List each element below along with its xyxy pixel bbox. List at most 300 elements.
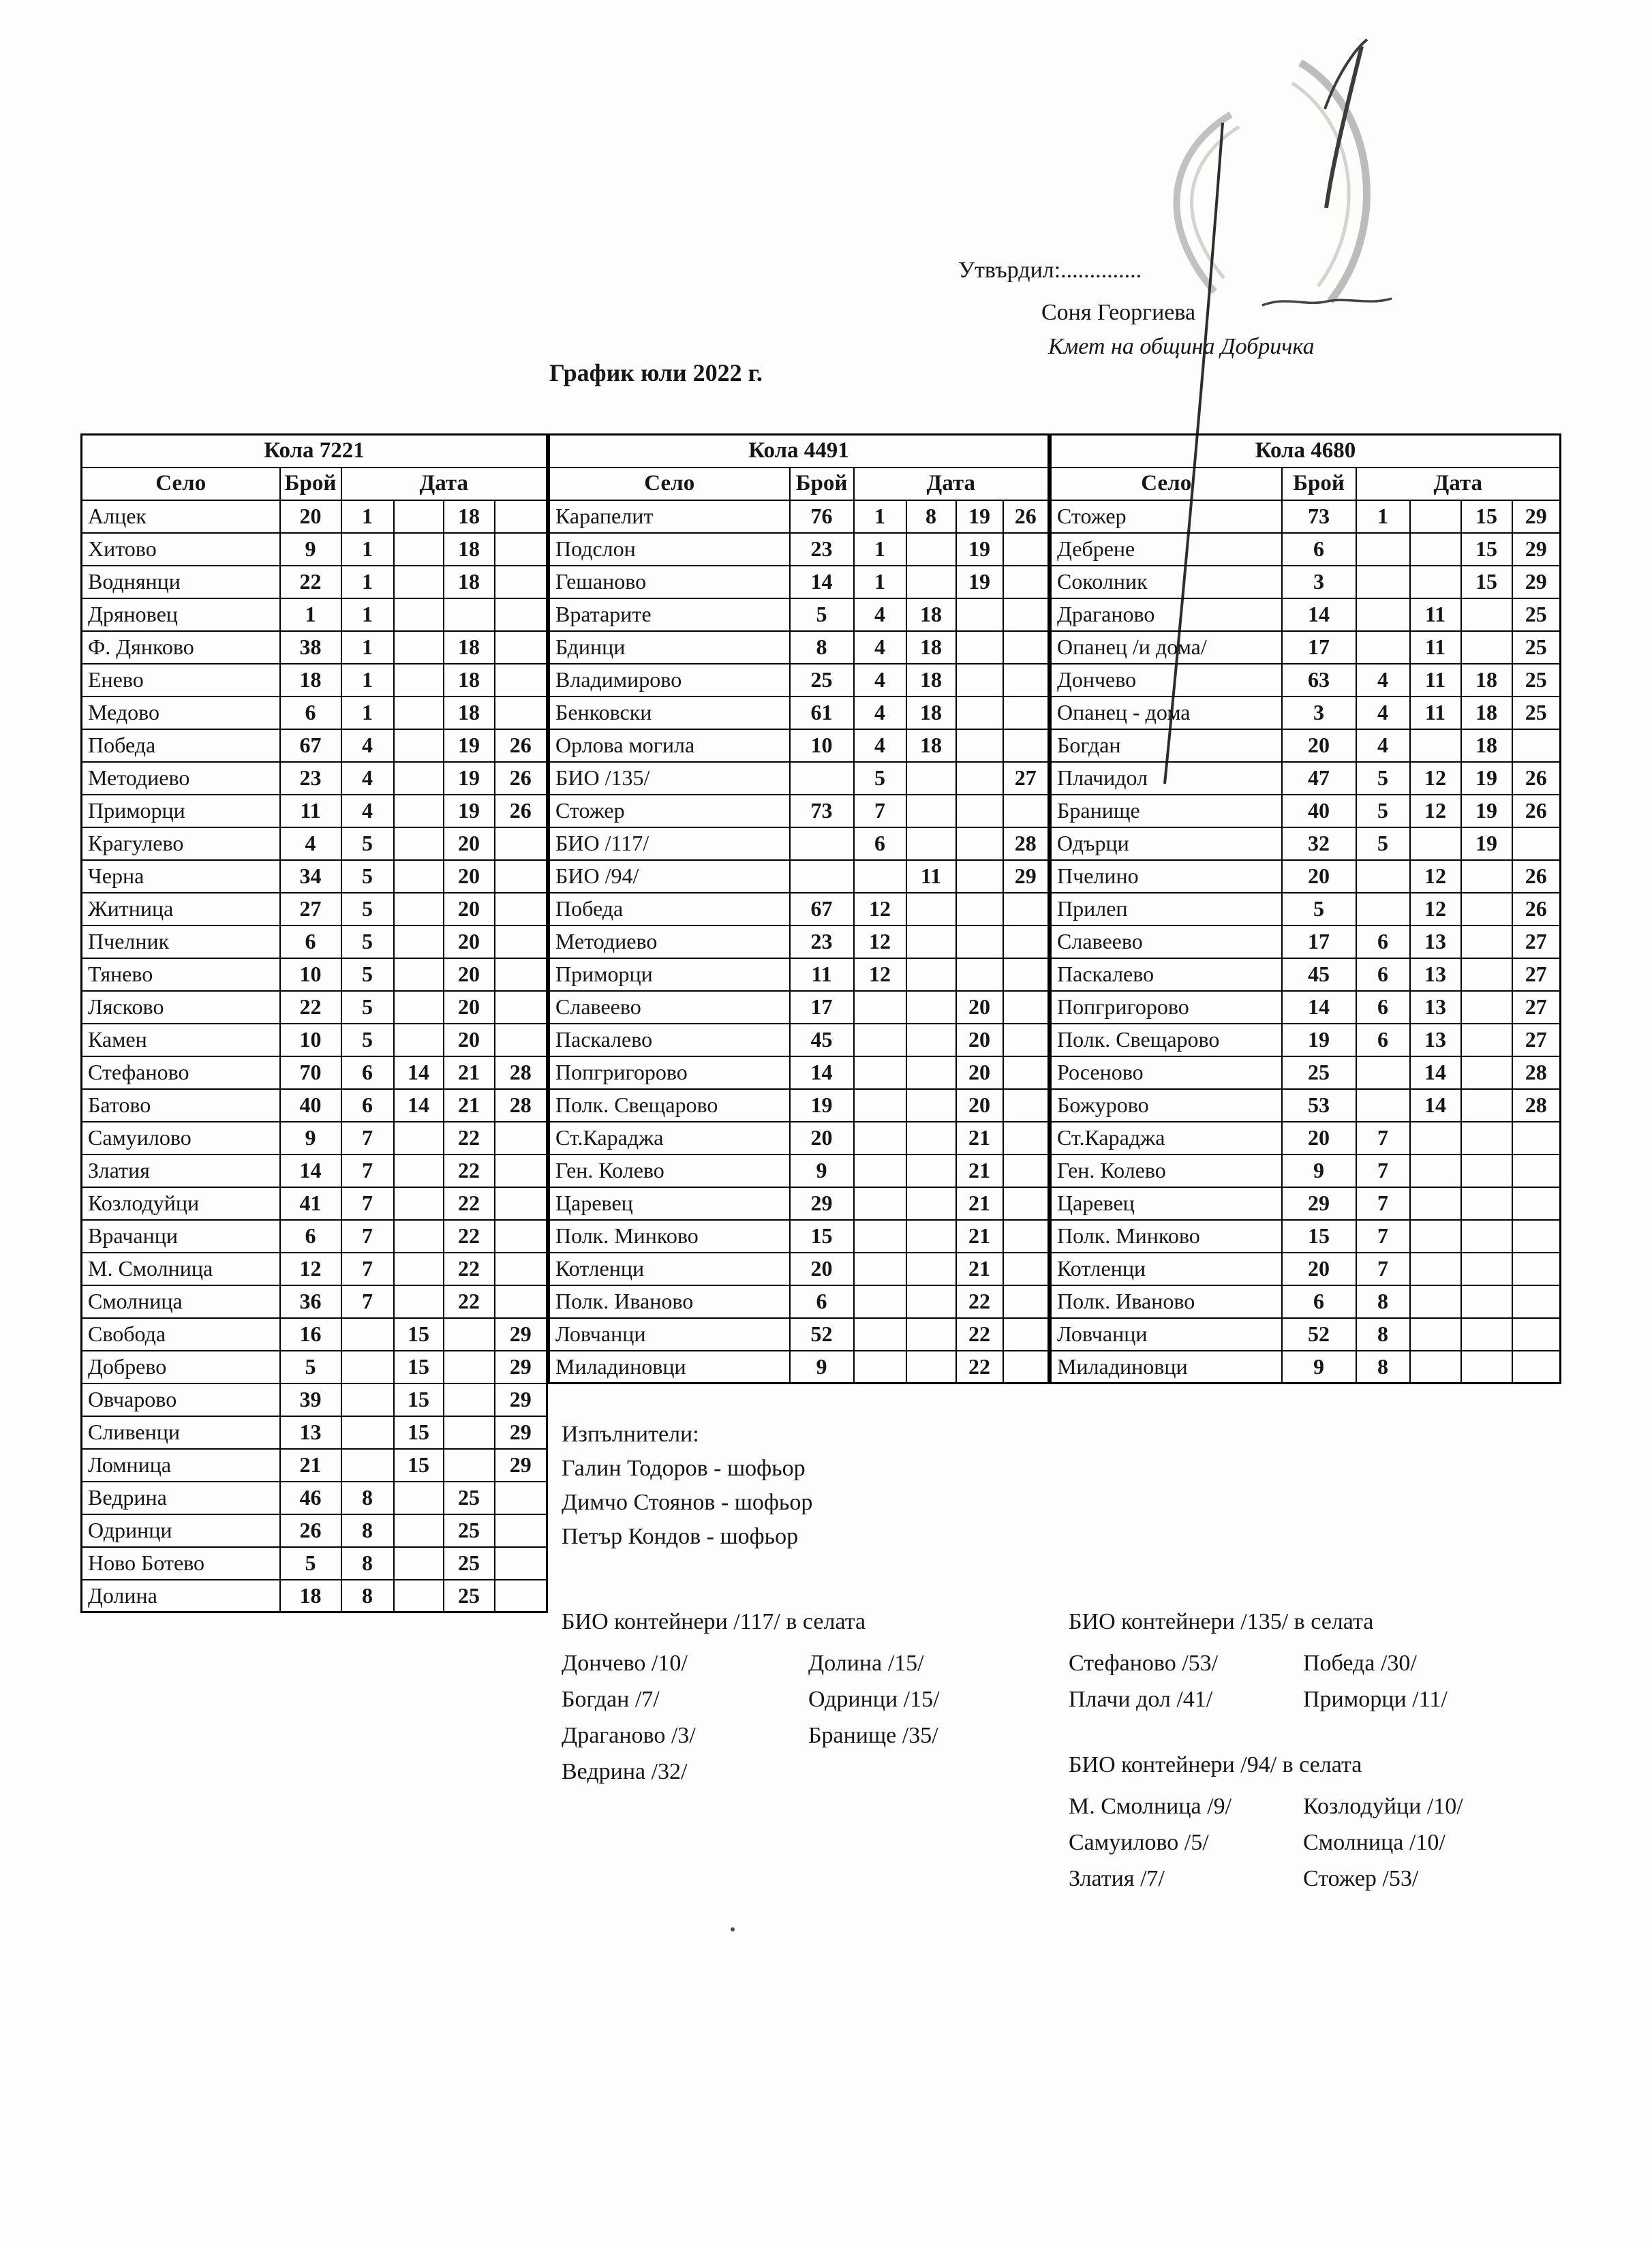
date-cell: 15 [394, 1318, 444, 1351]
village-cell: Долина [82, 1580, 280, 1612]
date-cell: 7 [341, 1220, 394, 1253]
date-cell: 28 [1512, 1056, 1561, 1089]
date-cell: 15 [1461, 533, 1512, 566]
table-row [1051, 664, 1561, 697]
date-cell: 25 [444, 1547, 495, 1580]
date-cell [495, 697, 547, 729]
date-cell: 7 [1356, 1187, 1410, 1220]
date-cell: 7 [341, 1122, 394, 1155]
date-cell: 29 [495, 1384, 547, 1416]
date-cell: 7 [1356, 1155, 1410, 1187]
date-cell: 5 [341, 958, 394, 991]
date-cell [444, 1384, 495, 1416]
date-cell [956, 860, 1003, 893]
date-cell [394, 827, 444, 860]
count-cell: 15 [1282, 1220, 1356, 1253]
village-cell: Самуилово [82, 1122, 280, 1155]
village-cell: Бдинци [549, 631, 790, 664]
count-cell: 36 [280, 1285, 341, 1318]
table-title-row [1051, 435, 1561, 468]
col-header-village: Село [549, 468, 790, 500]
date-cell [495, 533, 547, 566]
date-cell [394, 893, 444, 926]
bio-block-117 [562, 1608, 940, 1790]
date-cell: 20 [444, 926, 495, 958]
table-row [82, 729, 547, 762]
village-cell: Лясково [82, 991, 280, 1024]
count-cell: 18 [280, 664, 341, 697]
date-cell: 14 [1410, 1056, 1461, 1089]
date-cell: 25 [444, 1580, 495, 1612]
date-cell [1003, 958, 1049, 991]
date-cell: 11 [1410, 697, 1461, 729]
date-cell: 19 [956, 500, 1003, 533]
date-cell: 29 [1512, 533, 1561, 566]
count-cell: 41 [280, 1187, 341, 1220]
count-cell: 4 [280, 827, 341, 860]
count-cell: 20 [1282, 1122, 1356, 1155]
date-cell: 18 [444, 533, 495, 566]
date-cell: 8 [1356, 1318, 1410, 1351]
count-cell: 9 [280, 1122, 341, 1155]
count-cell: 73 [790, 795, 854, 827]
count-cell: 17 [1282, 926, 1356, 958]
date-cell [1512, 1253, 1561, 1285]
table-kola-4491 [548, 433, 1050, 1384]
count-cell: 10 [790, 729, 854, 762]
date-cell: 19 [1461, 795, 1512, 827]
village-cell: Паскалево [549, 1024, 790, 1056]
table-row [82, 664, 547, 697]
date-cell [495, 1514, 547, 1547]
bio-item: Одринци /15/ [808, 1686, 940, 1712]
date-cell [341, 1384, 394, 1416]
village-cell: Победа [549, 893, 790, 926]
date-cell [1461, 1024, 1512, 1056]
table-row [549, 664, 1049, 697]
table-row [549, 1351, 1049, 1384]
date-cell [854, 1024, 906, 1056]
date-cell [1003, 795, 1049, 827]
date-cell: 18 [444, 500, 495, 533]
date-cell [1461, 1351, 1512, 1384]
date-cell [495, 827, 547, 860]
table-row [549, 1155, 1049, 1187]
date-cell [854, 1351, 906, 1384]
date-cell: 29 [495, 1351, 547, 1384]
date-cell [1003, 991, 1049, 1024]
bio-item: Плачи дол /41/ [1069, 1686, 1213, 1712]
col-header-village: Село [1051, 468, 1282, 500]
date-cell [341, 1416, 394, 1449]
date-cell: 5 [341, 991, 394, 1024]
count-cell: 16 [280, 1318, 341, 1351]
village-cell: Крагулево [82, 827, 280, 860]
table-row [1051, 1056, 1561, 1089]
date-cell [1003, 1024, 1049, 1056]
table-row [82, 1384, 547, 1416]
count-cell: 76 [790, 500, 854, 533]
count-cell: 21 [280, 1449, 341, 1482]
village-cell: Батово [82, 1089, 280, 1122]
date-cell: 11 [906, 860, 956, 893]
bio-block-items [1069, 1788, 1463, 1897]
date-cell [1461, 1285, 1512, 1318]
village-cell: Карапелит [549, 500, 790, 533]
date-cell: 4 [854, 664, 906, 697]
village-cell: Бенковски [549, 697, 790, 729]
table-row [82, 893, 547, 926]
date-cell: 6 [1356, 926, 1410, 958]
date-cell [906, 926, 956, 958]
date-cell: 27 [1512, 958, 1561, 991]
count-cell: 11 [280, 795, 341, 827]
count-cell: 52 [790, 1318, 854, 1351]
date-cell: 22 [444, 1220, 495, 1253]
date-cell: 29 [495, 1318, 547, 1351]
count-cell: 20 [790, 1122, 854, 1155]
date-cell [956, 827, 1003, 860]
count-cell: 11 [790, 958, 854, 991]
date-cell: 15 [394, 1416, 444, 1449]
bio-item: Победа /30/ [1303, 1650, 1417, 1676]
date-cell [394, 729, 444, 762]
count-cell: 6 [280, 926, 341, 958]
date-cell: 4 [854, 697, 906, 729]
village-cell: Богдан [1051, 729, 1282, 762]
date-cell: 20 [956, 991, 1003, 1024]
count-cell: 8 [790, 631, 854, 664]
date-cell [906, 827, 956, 860]
date-cell [495, 631, 547, 664]
column-header-row [82, 468, 547, 500]
approval-label: Утвърдил:.............. [958, 258, 1142, 283]
date-cell: 4 [1356, 729, 1410, 762]
table-row [82, 1449, 547, 1482]
count-cell: 70 [280, 1056, 341, 1089]
count-cell: 17 [1282, 631, 1356, 664]
date-cell [854, 991, 906, 1024]
table-row [82, 1089, 547, 1122]
date-cell [906, 958, 956, 991]
date-cell: 20 [444, 958, 495, 991]
date-cell [1461, 958, 1512, 991]
count-cell: 23 [790, 926, 854, 958]
date-cell [906, 1024, 956, 1056]
date-cell: 26 [1512, 762, 1561, 795]
village-cell: Врачанци [82, 1220, 280, 1253]
date-cell [1356, 566, 1410, 598]
village-cell: Опанец /и дома/ [1051, 631, 1282, 664]
count-cell: 12 [280, 1253, 341, 1285]
date-cell: 21 [956, 1122, 1003, 1155]
date-cell [1410, 1285, 1461, 1318]
date-cell: 18 [444, 664, 495, 697]
village-cell: Методиево [82, 762, 280, 795]
col-header-village: Село [82, 468, 280, 500]
count-cell: 23 [280, 762, 341, 795]
date-cell: 15 [1461, 566, 1512, 598]
table-row [1051, 1220, 1561, 1253]
date-cell: 27 [1003, 762, 1049, 795]
table-title-row [82, 435, 547, 468]
count-cell: 6 [790, 1285, 854, 1318]
date-cell: 21 [956, 1220, 1003, 1253]
village-cell: Дебрене [1051, 533, 1282, 566]
date-cell: 4 [854, 631, 906, 664]
date-cell: 12 [1410, 860, 1461, 893]
table-row [1051, 1187, 1561, 1220]
date-cell [394, 1122, 444, 1155]
count-cell: 9 [790, 1155, 854, 1187]
date-cell [1003, 1056, 1049, 1089]
count-cell: 20 [790, 1253, 854, 1285]
count-cell: 32 [1282, 827, 1356, 860]
column-header-row [1051, 468, 1561, 500]
bio-item: Бранище /35/ [808, 1722, 938, 1748]
village-cell: БИО /135/ [549, 762, 790, 795]
scan-speck [731, 1927, 735, 1931]
date-cell [1512, 1285, 1561, 1318]
count-cell: 13 [280, 1416, 341, 1449]
date-cell: 20 [956, 1024, 1003, 1056]
table-row [1051, 926, 1561, 958]
date-cell [1003, 697, 1049, 729]
count-cell: 14 [280, 1155, 341, 1187]
date-cell [495, 664, 547, 697]
village-cell: Методиево [549, 926, 790, 958]
table-row [549, 598, 1049, 631]
village-cell: Драганово [1051, 598, 1282, 631]
date-cell: 5 [1356, 827, 1410, 860]
table-row [82, 1547, 547, 1580]
col-header-date: Дата [1356, 468, 1561, 500]
date-cell: 1 [341, 500, 394, 533]
date-cell [1003, 1253, 1049, 1285]
table-row [82, 1351, 547, 1384]
date-cell: 13 [1410, 1024, 1461, 1056]
table-row [1051, 1285, 1561, 1318]
date-cell [394, 1514, 444, 1547]
date-cell [1356, 893, 1410, 926]
table-row [82, 1155, 547, 1187]
table-row [549, 1089, 1049, 1122]
count-cell: 3 [1282, 697, 1356, 729]
bio-item: Приморци /11/ [1303, 1686, 1448, 1712]
date-cell [906, 1285, 956, 1318]
table-row [1051, 500, 1561, 533]
date-cell: 18 [906, 664, 956, 697]
table-row [82, 762, 547, 795]
date-cell [341, 1351, 394, 1384]
date-cell: 25 [1512, 631, 1561, 664]
table-row [549, 762, 1049, 795]
count-cell: 25 [790, 664, 854, 697]
count-cell: 73 [1282, 500, 1356, 533]
executor-item: Галин Тодоров - шофьор [562, 1456, 806, 1481]
date-cell [1356, 1089, 1410, 1122]
date-cell [1356, 598, 1410, 631]
village-cell: Ген. Колево [549, 1155, 790, 1187]
date-cell: 1 [854, 500, 906, 533]
village-cell: Сливенци [82, 1416, 280, 1449]
date-cell: 18 [906, 729, 956, 762]
count-cell: 45 [1282, 958, 1356, 991]
village-cell: Енево [82, 664, 280, 697]
village-cell: Приморци [82, 795, 280, 827]
table-row [549, 1220, 1049, 1253]
table-row [82, 1253, 547, 1285]
date-cell [394, 500, 444, 533]
bio-item: Дончево /10/ [562, 1650, 688, 1676]
table-row [549, 697, 1049, 729]
date-cell: 4 [341, 795, 394, 827]
date-cell [394, 1580, 444, 1612]
date-cell: 8 [341, 1514, 394, 1547]
table-row [82, 1416, 547, 1449]
village-cell: Пчелник [82, 926, 280, 958]
date-cell [495, 1253, 547, 1285]
count-cell: 5 [280, 1351, 341, 1384]
table-row [1051, 533, 1561, 566]
count-cell: 27 [280, 893, 341, 926]
table-row [82, 926, 547, 958]
village-cell: Полк. Свещарово [1051, 1024, 1282, 1056]
village-cell: Котленци [1051, 1253, 1282, 1285]
date-cell: 7 [341, 1253, 394, 1285]
date-cell [956, 664, 1003, 697]
date-cell: 8 [1356, 1285, 1410, 1318]
village-cell: Славеево [549, 991, 790, 1024]
date-cell: 7 [1356, 1220, 1410, 1253]
date-cell [1410, 566, 1461, 598]
table-row [1051, 1351, 1561, 1384]
date-cell: 15 [394, 1351, 444, 1384]
table-row [82, 500, 547, 533]
table-kola-7221 [80, 433, 548, 1613]
count-cell: 29 [790, 1187, 854, 1220]
date-cell [1003, 1351, 1049, 1384]
date-cell: 29 [495, 1449, 547, 1482]
date-cell [1512, 1155, 1561, 1187]
count-cell: 19 [790, 1089, 854, 1122]
village-cell: Камен [82, 1024, 280, 1056]
date-cell [1356, 533, 1410, 566]
village-cell: БИО /117/ [549, 827, 790, 860]
village-cell: Хитово [82, 533, 280, 566]
table-row [1051, 1024, 1561, 1056]
date-cell: 19 [444, 762, 495, 795]
village-cell: Добрево [82, 1351, 280, 1384]
stamp-arc-left [1176, 114, 1231, 292]
table-row [82, 1220, 547, 1253]
date-cell [394, 1253, 444, 1285]
date-cell [1461, 1318, 1512, 1351]
date-cell: 22 [956, 1351, 1003, 1384]
date-cell [1461, 1056, 1512, 1089]
village-cell: Прилеп [1051, 893, 1282, 926]
count-cell: 14 [790, 1056, 854, 1089]
village-cell: Царевец [1051, 1187, 1282, 1220]
village-cell: Вратарите [549, 598, 790, 631]
table-row [549, 500, 1049, 533]
date-cell: 26 [1512, 893, 1561, 926]
village-cell: Гешаново [549, 566, 790, 598]
village-cell: Златия [82, 1155, 280, 1187]
date-cell [495, 1122, 547, 1155]
date-cell: 14 [394, 1089, 444, 1122]
date-cell [444, 1351, 495, 1384]
count-cell: 34 [280, 860, 341, 893]
village-cell: Плачидол [1051, 762, 1282, 795]
date-cell: 7 [341, 1187, 394, 1220]
approver-title: Кмет на община Добричка [1048, 334, 1315, 359]
date-cell [394, 860, 444, 893]
date-cell [854, 1318, 906, 1351]
village-cell: Ловчанци [1051, 1318, 1282, 1351]
date-cell: 1 [341, 697, 394, 729]
village-cell: Подслон [549, 533, 790, 566]
date-cell: 5 [1356, 795, 1410, 827]
table-title: Кола 4680 [1051, 435, 1561, 468]
table-row [82, 631, 547, 664]
date-cell: 18 [444, 631, 495, 664]
date-cell: 15 [394, 1449, 444, 1482]
count-cell: 40 [280, 1089, 341, 1122]
date-cell [1410, 1220, 1461, 1253]
table-row [82, 958, 547, 991]
col-header-count: Брой [1282, 468, 1356, 500]
date-cell [495, 991, 547, 1024]
bio-block-title: БИО контейнери /94/ в селата [1069, 1752, 1362, 1777]
date-cell: 19 [1461, 827, 1512, 860]
date-cell [956, 598, 1003, 631]
date-cell [854, 1285, 906, 1318]
table-row [1051, 1155, 1561, 1187]
executor-item: Димчо Стоянов - шофьор [562, 1490, 813, 1515]
date-cell [394, 795, 444, 827]
village-cell: Попгригорово [1051, 991, 1282, 1024]
table-row [1051, 795, 1561, 827]
count-cell: 20 [1282, 729, 1356, 762]
date-cell [906, 566, 956, 598]
table-row [82, 1056, 547, 1089]
date-cell [394, 1187, 444, 1220]
date-cell [1003, 926, 1049, 958]
date-cell: 14 [1410, 1089, 1461, 1122]
date-cell [495, 598, 547, 631]
village-cell: Ловчанци [549, 1318, 790, 1351]
table-row [82, 860, 547, 893]
table-row [549, 893, 1049, 926]
date-cell: 18 [444, 566, 495, 598]
executors-list [562, 1452, 813, 1549]
date-cell [495, 1285, 547, 1318]
bio-item: Ведрина /32/ [562, 1758, 688, 1784]
date-cell: 1 [341, 533, 394, 566]
village-cell: Котленци [549, 1253, 790, 1285]
date-cell [1461, 926, 1512, 958]
date-cell: 11 [1410, 664, 1461, 697]
date-cell [854, 1155, 906, 1187]
col-header-count: Брой [790, 468, 854, 500]
bio-block-items [562, 1645, 940, 1790]
date-cell: 20 [444, 991, 495, 1024]
date-cell [1003, 729, 1049, 762]
date-cell [341, 1449, 394, 1482]
date-cell [1003, 631, 1049, 664]
village-cell: Ф. Дянково [82, 631, 280, 664]
